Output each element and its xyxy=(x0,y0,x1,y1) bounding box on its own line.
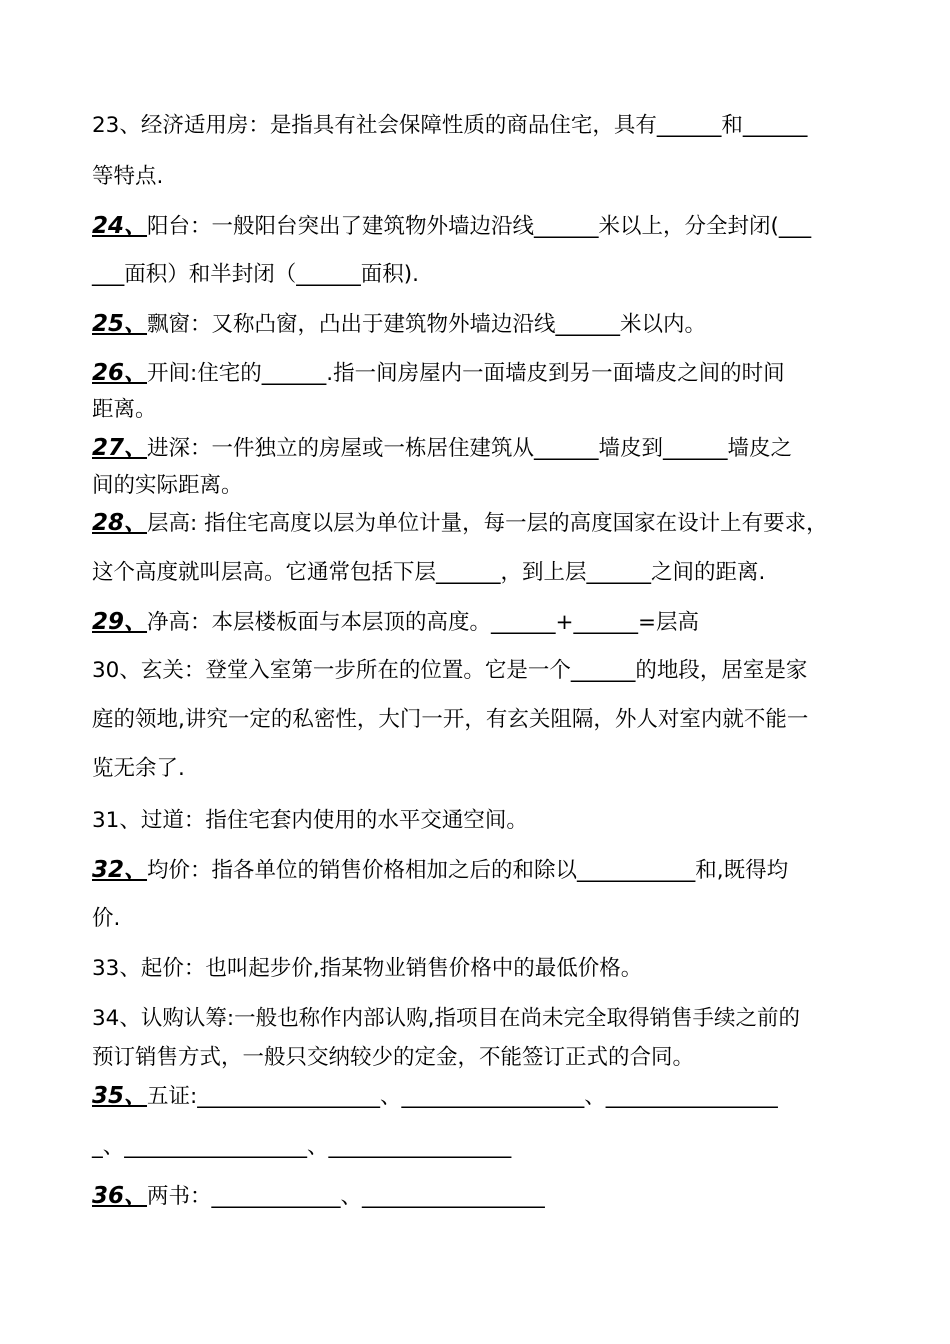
item-text: 距离。 xyxy=(92,397,157,422)
item-text: 进深：一件独立的房屋或一栋居住建筑从______墙皮到______墙皮之 xyxy=(147,436,793,461)
item-text: _、_________________、_________________ xyxy=(92,1134,512,1159)
item-32-line-1 xyxy=(92,855,872,886)
item-text: 过道：指住宅套内使用的水平交通空间。 xyxy=(140,808,528,833)
item-text: 开间:住宅的______.指一间房屋内一面墙皮到另一面墙皮之间的时间 xyxy=(147,361,785,386)
item-35-line-2 xyxy=(92,1132,872,1162)
item-34-line-2 xyxy=(92,1043,872,1073)
item-number: 24、 xyxy=(92,213,148,239)
item-number: 33、 xyxy=(92,956,141,981)
item-text: 庭的领地,讲究一定的私密性，大门一开，有玄关阻隔，外人对室内就不能一 xyxy=(92,707,809,732)
item-text: 均价：指各单位的销售价格相加之后的和除以___________和,既得均 xyxy=(147,858,789,883)
item-30-line-3 xyxy=(92,754,872,784)
item-text: 这个高度就叫层高。它通常包括下层______，到上层______之间的距离. xyxy=(92,560,766,585)
item-number: 30、 xyxy=(92,658,141,683)
item-number: 23、 xyxy=(92,113,141,138)
item-number: 25、 xyxy=(92,311,148,337)
item-number: 27、 xyxy=(92,435,148,461)
item-27-line-2 xyxy=(92,471,872,501)
item-26-line-2 xyxy=(92,395,872,425)
item-36-line-1 xyxy=(92,1181,872,1212)
item-text: 认购认筹:一般也称作内部认购,指项目在尚未完全取得销售手续之前的 xyxy=(140,1006,800,1031)
item-text: 两书：____________、_________________ xyxy=(147,1184,545,1209)
item-number: 28、 xyxy=(92,510,148,536)
item-text: 等特点. xyxy=(92,164,164,189)
item-text: 飘窗：又称凸窗，凸出于建筑物外墙边沿线______米以内。 xyxy=(147,312,707,337)
item-text: 净高：本层楼板面与本层顶的高度。______+______=层高 xyxy=(147,610,700,635)
item-text: 经济适用房：是指具有社会保障性质的商品住宅，具有______和______ xyxy=(140,113,808,138)
item-number: 29、 xyxy=(92,609,148,635)
item-27-line-1 xyxy=(92,433,872,464)
item-text: 间的实际距离。 xyxy=(92,473,243,498)
item-number: 35、 xyxy=(92,1083,148,1109)
item-text: ___面积）和半封闭（______面积). xyxy=(92,262,419,287)
item-number: 26、 xyxy=(92,360,148,386)
item-28-line-1 xyxy=(92,508,872,539)
item-number: 36、 xyxy=(92,1183,148,1209)
item-30-line-1 xyxy=(92,656,872,686)
item-number: 31、 xyxy=(92,808,141,833)
item-text: 预订销售方式，一般只交纳较少的定金，不能签订正式的合同。 xyxy=(92,1045,695,1070)
item-number: 32、 xyxy=(92,857,148,883)
item-text: 起价：也叫起步价,指某物业销售价格中的最低价格。 xyxy=(140,956,643,981)
item-text: 玄关：登堂入室第一步所在的位置。它是一个______的地段，居室是家 xyxy=(140,658,808,683)
item-25-line-1 xyxy=(92,309,872,340)
item-text: 阳台：一般阳台突出了建筑物外墙边沿线______米以上，分全封闭(___ xyxy=(147,214,812,239)
item-23-line-2 xyxy=(92,162,872,192)
item-text: 价. xyxy=(92,906,121,931)
item-29-line-1 xyxy=(92,607,872,638)
item-24-line-2 xyxy=(92,260,872,290)
item-30-line-2 xyxy=(92,705,872,735)
item-23-line-1 xyxy=(92,111,872,141)
item-text: 览无余了. xyxy=(92,756,185,781)
item-34-line-1 xyxy=(92,1004,872,1034)
item-32-line-2 xyxy=(92,904,872,934)
item-31-line-1 xyxy=(92,806,872,836)
item-35-line-1 xyxy=(92,1081,872,1112)
item-28-line-2 xyxy=(92,558,872,588)
item-24-line-1 xyxy=(92,211,872,242)
item-text: 五证:_________________、_________________、________________ xyxy=(147,1084,778,1109)
item-33-line-1 xyxy=(92,954,872,984)
item-number: 34、 xyxy=(92,1006,141,1031)
item-26-line-1 xyxy=(92,358,872,389)
item-text: 层高: 指住宅高度以层为单位计量，每一层的高度国家在设计上有要求， xyxy=(147,511,828,536)
